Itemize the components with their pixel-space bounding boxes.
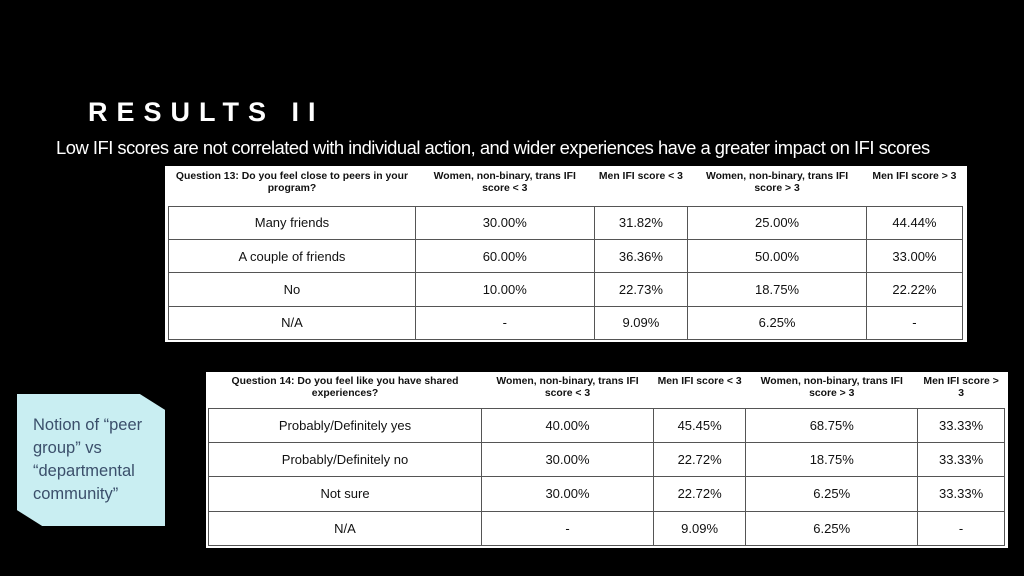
- table-row: [169, 273, 963, 306]
- table-cell: 44.44%: [866, 206, 962, 239]
- table-cell: 18.75%: [746, 442, 918, 476]
- table-cell: 6.25%: [746, 477, 918, 511]
- column-header-question: Question 13: Do you feel close to peers in your program?: [169, 169, 416, 206]
- column-header-women-low: Women, non-binary, trans IFI score < 3: [415, 169, 594, 206]
- table-cell: 22.73%: [594, 273, 688, 306]
- row-label: Probably/Definitely yes: [209, 408, 482, 442]
- table-cell: 60.00%: [415, 239, 594, 272]
- table-row: [169, 306, 963, 339]
- table-cell: 30.00%: [482, 477, 654, 511]
- table-cell: 68.75%: [746, 408, 918, 442]
- column-header-men-low: Men IFI score < 3: [653, 374, 745, 408]
- row-label: N/A: [169, 306, 416, 339]
- table-cell: -: [415, 306, 594, 339]
- row-label: N/A: [209, 511, 482, 545]
- table-cell: 22.72%: [653, 477, 745, 511]
- table-cell: -: [482, 511, 654, 545]
- slide-title: RESULTS II: [88, 97, 325, 127]
- table-cell: 9.09%: [653, 511, 745, 545]
- table-cell: 45.45%: [653, 408, 745, 442]
- table-row: [209, 408, 1005, 442]
- table-header-row: [209, 374, 1005, 408]
- table-cell: 33.00%: [866, 239, 962, 272]
- table-cell: 9.09%: [594, 306, 688, 339]
- table-cell: 6.25%: [688, 306, 867, 339]
- table-cell: 30.00%: [415, 206, 594, 239]
- table-cell: 22.72%: [653, 442, 745, 476]
- table-cell: 22.22%: [866, 273, 962, 306]
- table-cell: 33.33%: [918, 408, 1005, 442]
- table-cell: 10.00%: [415, 273, 594, 306]
- row-label: No: [169, 273, 416, 306]
- table-cell: 33.33%: [918, 477, 1005, 511]
- column-header-women-high: Women, non-binary, trans IFI score > 3: [746, 374, 918, 408]
- column-header-women-high: Women, non-binary, trans IFI score > 3: [688, 169, 867, 206]
- table-row: [169, 239, 963, 272]
- row-label: Probably/Definitely no: [209, 442, 482, 476]
- table-cell: 31.82%: [594, 206, 688, 239]
- table-cell: -: [866, 306, 962, 339]
- table-row: [209, 442, 1005, 476]
- table-cell: 50.00%: [688, 239, 867, 272]
- table-cell: 30.00%: [482, 442, 654, 476]
- column-header-women-low: Women, non-binary, trans IFI score < 3: [482, 374, 654, 408]
- table-cell: 18.75%: [688, 273, 867, 306]
- table-cell: 6.25%: [746, 511, 918, 545]
- table-header-row: [169, 169, 963, 206]
- column-header-men-low: Men IFI score < 3: [594, 169, 688, 206]
- table-cell: 40.00%: [482, 408, 654, 442]
- table-cell: 36.36%: [594, 239, 688, 272]
- table-cell: 25.00%: [688, 206, 867, 239]
- table-row: [209, 477, 1005, 511]
- column-header-men-high: Men IFI score > 3: [918, 374, 1005, 408]
- row-label: Not sure: [209, 477, 482, 511]
- column-header-men-high: Men IFI score > 3: [866, 169, 962, 206]
- table-cell: 33.33%: [918, 442, 1005, 476]
- table-cell: -: [918, 511, 1005, 545]
- table-question-14: [206, 372, 1008, 548]
- table-row: [169, 206, 963, 239]
- table-row: [209, 511, 1005, 545]
- column-header-question: Question 14: Do you feel like you have shared experiences?: [209, 374, 482, 408]
- note-text: Notion of “peer group” vs “departmental community”: [33, 416, 143, 503]
- table-question-13: [165, 166, 967, 342]
- row-label: A couple of friends: [169, 239, 416, 272]
- row-label: Many friends: [169, 206, 416, 239]
- slide-subtitle: Low IFI scores are not correlated with individual action, and wider experiences have a greater impact on IFI scores: [56, 137, 930, 158]
